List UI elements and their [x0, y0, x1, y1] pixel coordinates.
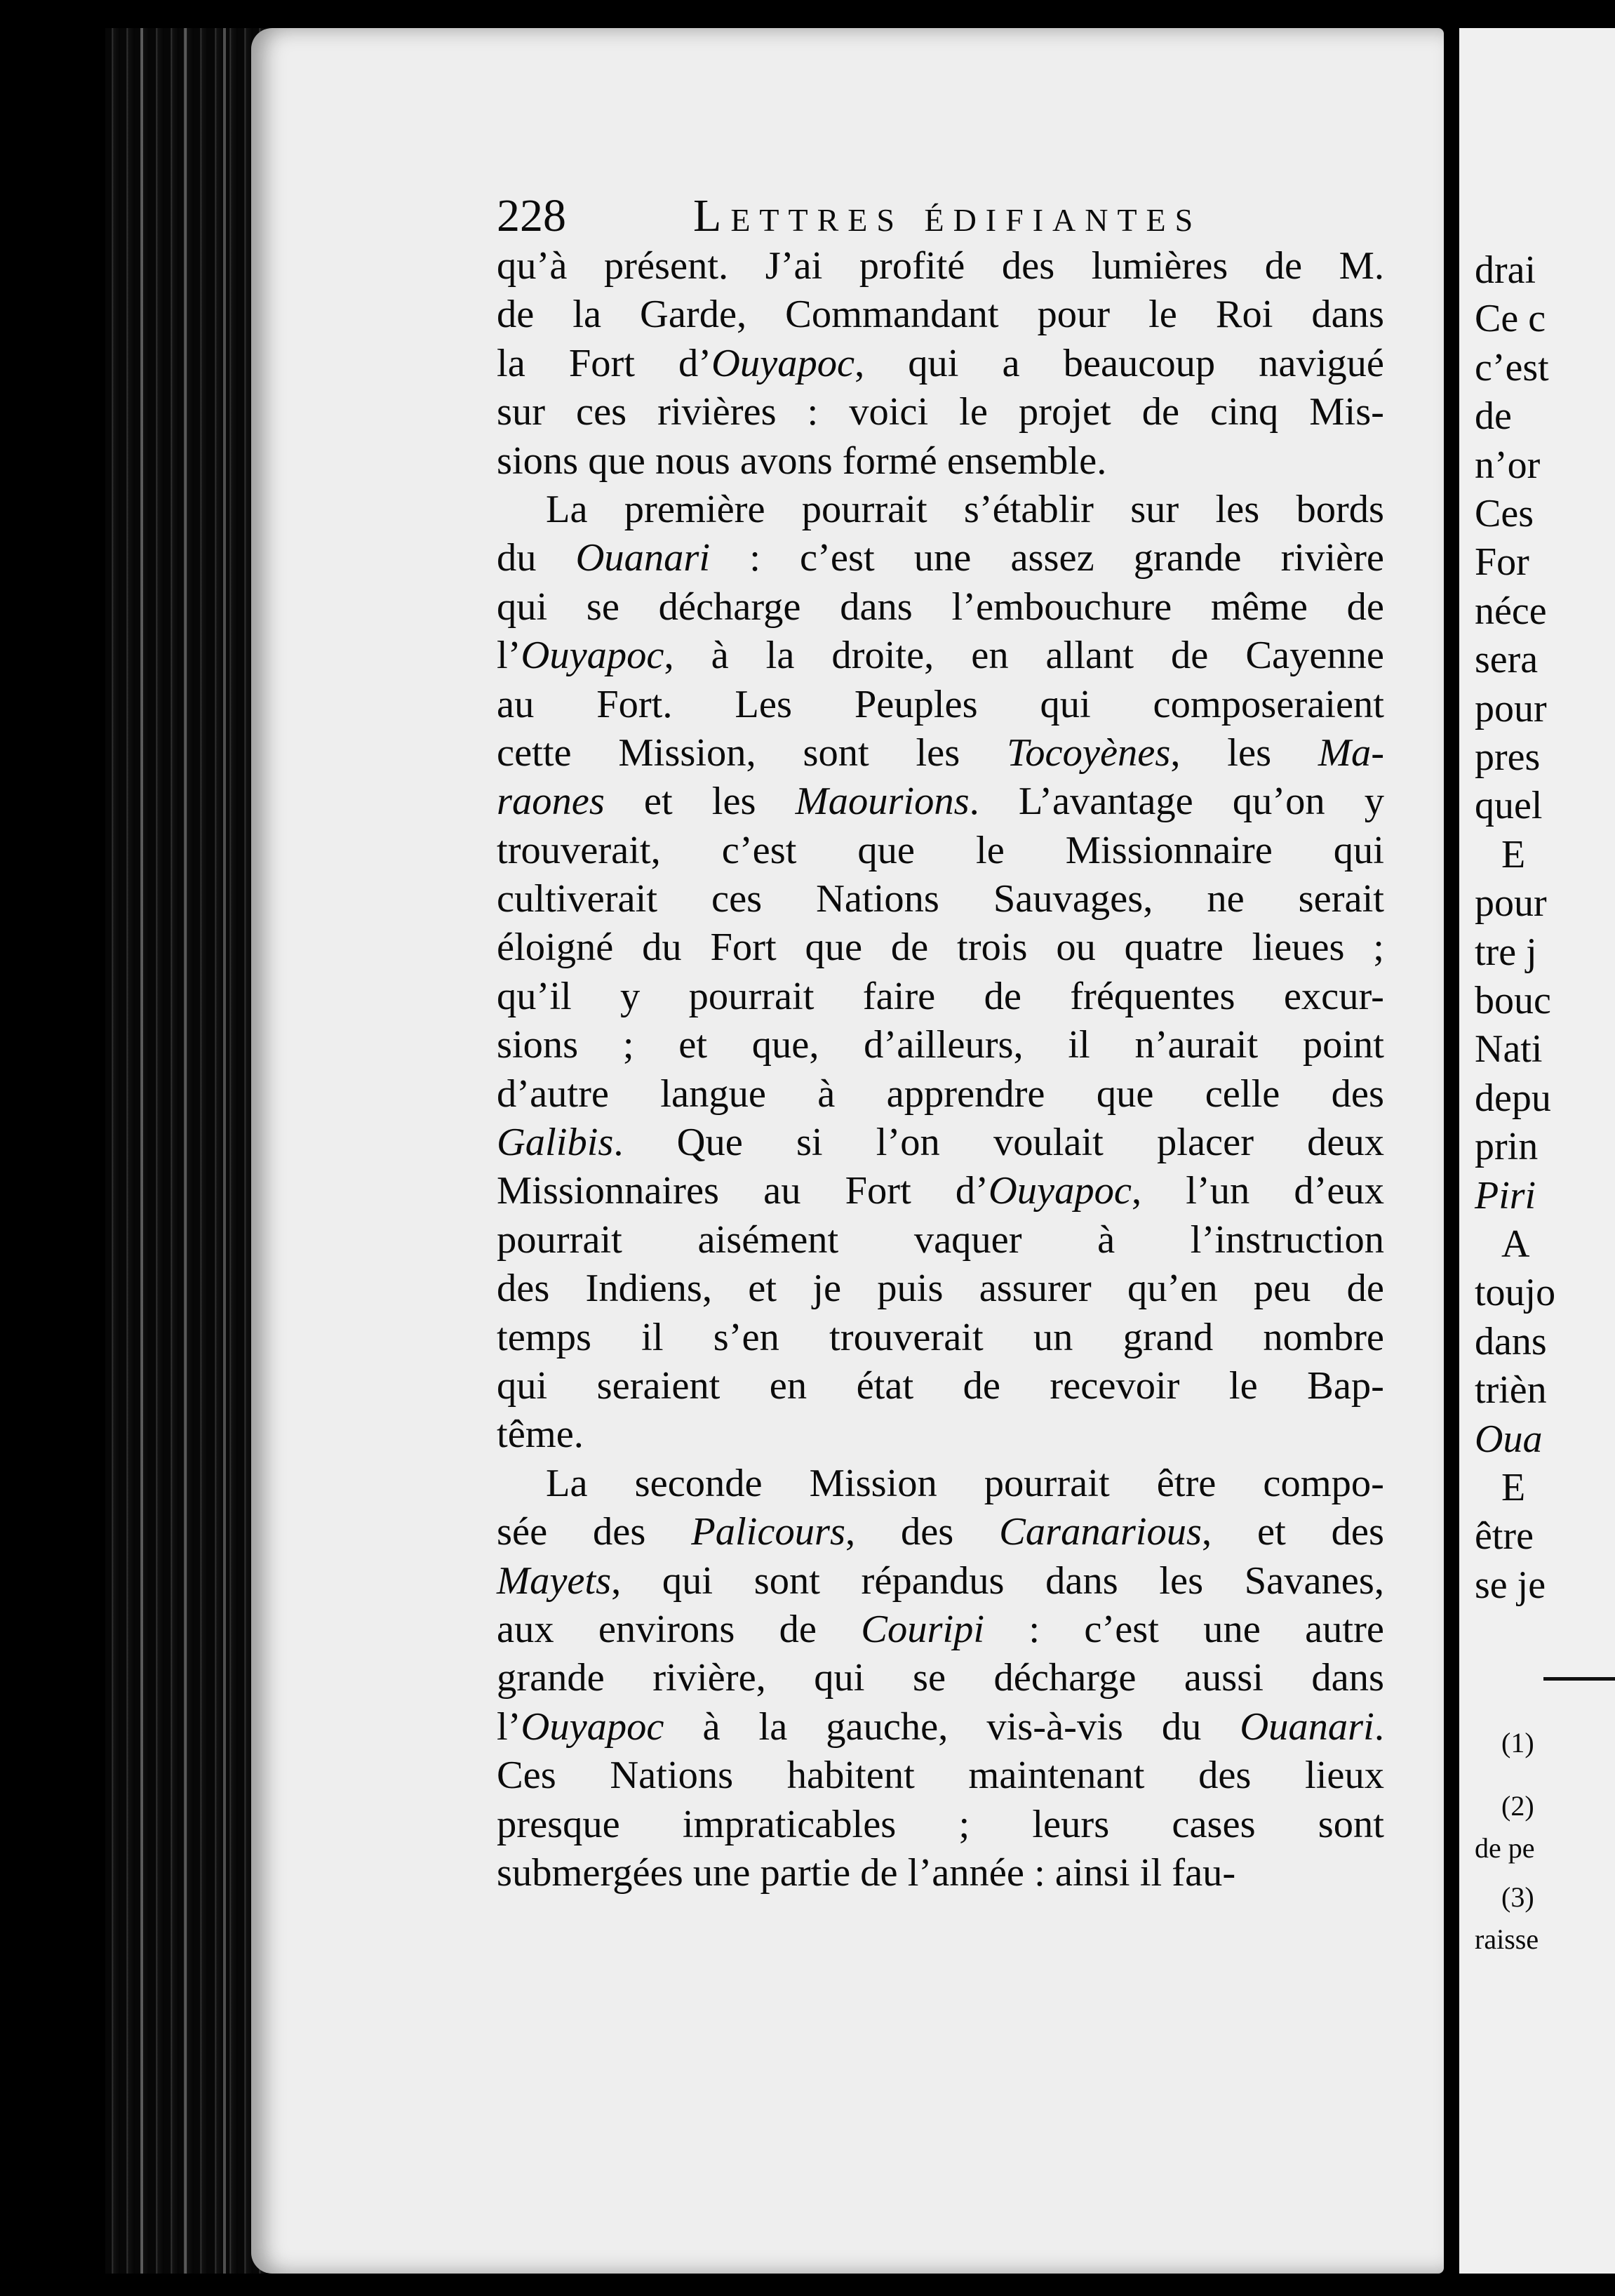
- text-line: l’Ouyapoc à la gauche, vis-à-vis du Ouanari.: [497, 1704, 1384, 1749]
- right-footnote: (1): [1501, 1727, 1534, 1758]
- right-text-line: trièn: [1475, 1368, 1547, 1413]
- right-footnote: raisse: [1475, 1923, 1539, 1955]
- right-text-line: prin: [1475, 1125, 1539, 1169]
- text-line: cette Mission, sont les Tocoyènes, les Ma-: [497, 730, 1385, 775]
- text-line: submergées une partie de l’année : ainsi il fau-: [497, 1850, 1236, 1895]
- text-line: Galibis. Que si l’on voulait placer deux: [497, 1121, 1384, 1165]
- right-text-line: être: [1475, 1514, 1534, 1559]
- right-text-line: c’est: [1475, 345, 1549, 389]
- text-line: sée des Palicours, des Caranarious, et des: [497, 1510, 1384, 1554]
- page-edge-line: [184, 28, 187, 2274]
- right-text-line: Piri: [1475, 1173, 1536, 1217]
- page-number: 228: [497, 190, 566, 241]
- body-text: [497, 242, 1384, 1897]
- text-line: temps il s’en trouverait un grand nombre: [497, 1315, 1384, 1359]
- right-text-line: pour: [1475, 686, 1547, 730]
- right-text-line: A: [1501, 1222, 1530, 1266]
- text-line: qu’il y pourrait faire de fréquentes excur-: [497, 974, 1384, 1018]
- right-text-line: For: [1475, 540, 1529, 585]
- right-text-line: de: [1475, 394, 1512, 439]
- right-footnote: (2): [1501, 1790, 1534, 1822]
- right-text-line: E: [1501, 1466, 1526, 1509]
- right-footnote: de pe: [1475, 1832, 1535, 1864]
- text-line: qu’à présent. J’ai profité des lumières de M.: [497, 244, 1384, 288]
- right-footnote: (3): [1501, 1881, 1534, 1913]
- right-text-line: Oua: [1475, 1417, 1543, 1461]
- right-text-line: pres: [1475, 735, 1541, 779]
- text-line: éloigné du Fort que de trois ou quatre lieues ;: [497, 926, 1384, 970]
- text-line: du Ouanari : c’est une assez grande rivière: [497, 536, 1384, 580]
- text-line: la Fort d’Ouyapoc, qui a beaucoup navigué: [497, 341, 1385, 385]
- right-text-line: depu: [1475, 1076, 1551, 1120]
- text-line: de la Garde, Commandant pour le Roi dans: [497, 293, 1384, 337]
- text-line: Ces Nations habitent maintenant des lieux: [497, 1754, 1384, 1798]
- right-text-line: dans: [1475, 1319, 1547, 1363]
- text-line: pourrait aisément vaquer à l’instruction: [497, 1217, 1384, 1262]
- text-line: sions ; et que, d’ailleurs, il n’aurait point: [497, 1023, 1384, 1067]
- text-line: grande rivière, qui se décharge aussi dans: [497, 1656, 1384, 1700]
- text-line: au Fort. Les Peuples qui composeraient: [497, 682, 1384, 726]
- right-text-line: Ce c: [1475, 297, 1546, 341]
- right-text-line: E: [1501, 832, 1526, 876]
- text-line: qui seraient en état de recevoir le Bap-: [497, 1363, 1384, 1408]
- text-line: La première pourrait s’établir sur les bords: [546, 487, 1384, 531]
- text-line: tême.: [497, 1413, 584, 1457]
- right-text-line: néce: [1475, 589, 1547, 633]
- right-text-line: n’or: [1475, 443, 1541, 487]
- right-text-line: sera: [1475, 638, 1539, 682]
- text-line: presque impraticables ; leurs cases sont: [497, 1802, 1384, 1846]
- text-line: sions que nous avons formé ensemble.: [497, 439, 1107, 483]
- text-line: trouverait, c’est que le Missionnaire qui: [497, 828, 1384, 872]
- right-text-line: toujo: [1475, 1271, 1556, 1315]
- right-text-line: Nati: [1475, 1027, 1543, 1072]
- text-line: Mayets, qui sont répandus dans les Savanes,: [497, 1559, 1384, 1603]
- text-line: La seconde Mission pourrait être compo-: [546, 1461, 1384, 1505]
- right-text-line: bouc: [1475, 979, 1551, 1022]
- text-line: des Indiens, et je puis assurer qu’en peu de: [497, 1267, 1384, 1311]
- page-edge-line: [223, 28, 226, 2274]
- text-line: raones et les Maourions. L’avantage qu’on y: [497, 780, 1384, 824]
- right-text-line: drai: [1475, 248, 1536, 292]
- page-edge-line: [140, 28, 143, 2274]
- right-text-line: quel: [1475, 784, 1543, 828]
- text-line: Missionnaires au Fort d’Ouyapoc, l’un d’eux: [497, 1169, 1384, 1213]
- right-text-line: pour: [1475, 881, 1547, 926]
- right-text-line: Ces: [1475, 492, 1534, 535]
- text-line: sur ces rivières : voici le projet de cinq Mis-: [497, 390, 1384, 434]
- text-line: qui se décharge dans l’embouchure même de: [497, 585, 1384, 629]
- text-line: l’Ouyapoc, à la droite, en allant de Cayenne: [497, 634, 1384, 678]
- right-page: [1459, 28, 1615, 2274]
- footnote-rule: [1543, 1677, 1615, 1681]
- book-gutter: [1444, 0, 1459, 2296]
- text-line: d’autre langue à apprendre que celle des: [497, 1072, 1384, 1116]
- running-title: Lettres édifiantes: [693, 190, 1202, 241]
- text-line: aux environs de Couripi : c’est une autre: [497, 1607, 1384, 1651]
- text-line: cultiverait ces Nations Sauvages, ne serait: [497, 877, 1384, 921]
- right-text-line: se je: [1475, 1563, 1546, 1607]
- right-text-line: tre j: [1475, 930, 1537, 974]
